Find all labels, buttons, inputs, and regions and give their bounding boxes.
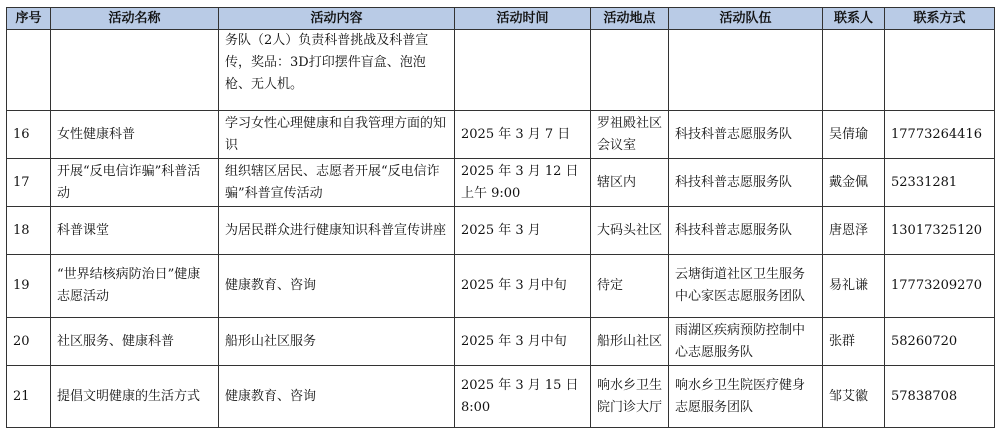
cell-team: 科技科普志愿服务队 xyxy=(669,111,823,159)
table-row xyxy=(7,318,995,366)
cell-time: 2025 年 3 月中旬 xyxy=(455,318,591,366)
table-header-row xyxy=(7,8,995,30)
cell-place: 罗祖殿社区会议室 xyxy=(591,111,669,159)
cell-place: 大码头社区 xyxy=(591,207,669,255)
cell-name: 开展“反电信诈骗”科普活动 xyxy=(51,159,219,207)
cell-no: 20 xyxy=(7,318,51,366)
header-activity-time: 活动时间 xyxy=(455,8,591,30)
cell-time: 2025 年 3 月中旬 xyxy=(455,255,591,318)
cell-no xyxy=(7,30,51,111)
cell-content: 务队（2人）负责科普挑战及科普宣传，奖品：3D打印摆件盲盒、泡泡枪、无人机。 xyxy=(219,30,455,111)
header-phone: 联系方式 xyxy=(885,8,995,30)
cell-contact: 吴倩瑜 xyxy=(823,111,885,159)
cell-phone: 17773264416 xyxy=(885,111,995,159)
header-activity-team: 活动队伍 xyxy=(669,8,823,30)
cell-time: 2025 年 3 月 xyxy=(455,207,591,255)
table-row xyxy=(7,111,995,159)
table-row xyxy=(7,255,995,318)
cell-name xyxy=(51,30,219,111)
cell-content: 组织辖区居民、志愿者开展“反电信诈骗”科普宣传活动 xyxy=(219,159,455,207)
table-row xyxy=(7,30,995,111)
cell-place: 待定 xyxy=(591,255,669,318)
cell-time: 2025 年 3 月 12 日上午 9:00 xyxy=(455,159,591,207)
header-activity-place: 活动地点 xyxy=(591,8,669,30)
cell-place: 辖区内 xyxy=(591,159,669,207)
cell-content: 健康教育、咨询 xyxy=(219,366,455,428)
cell-name: 提倡文明健康的生活方式 xyxy=(51,366,219,428)
cell-phone: 52331281 xyxy=(885,159,995,207)
cell-name: 科普课堂 xyxy=(51,207,219,255)
cell-place xyxy=(591,30,669,111)
cell-contact: 易礼谦 xyxy=(823,255,885,318)
cell-content: 健康教育、咨询 xyxy=(219,255,455,318)
table-row xyxy=(7,366,995,428)
cell-phone xyxy=(885,30,995,111)
cell-contact: 邹艾徽 xyxy=(823,366,885,428)
cell-team: 云塘街道社区卫生服务中心家医志愿服务团队 xyxy=(669,255,823,318)
header-activity-name: 活动名称 xyxy=(51,8,219,30)
cell-place: 响水乡卫生院门诊大厅 xyxy=(591,366,669,428)
header-activity-content: 活动内容 xyxy=(219,8,455,30)
cell-no: 16 xyxy=(7,111,51,159)
header-contact: 联系人 xyxy=(823,8,885,30)
cell-content: 学习女性心理健康和自我管理方面的知识 xyxy=(219,111,455,159)
cell-phone: 58260720 xyxy=(885,318,995,366)
cell-contact: 唐恩泽 xyxy=(823,207,885,255)
cell-name: “世界结核病防治日”健康志愿活动 xyxy=(51,255,219,318)
cell-name: 女性健康科普 xyxy=(51,111,219,159)
cell-no: 19 xyxy=(7,255,51,318)
cell-name: 社区服务、健康科普 xyxy=(51,318,219,366)
cell-team: 科技科普志愿服务队 xyxy=(669,159,823,207)
activity-table xyxy=(6,7,995,428)
cell-team: 科技科普志愿服务队 xyxy=(669,207,823,255)
cell-time: 2025 年 3 月 15 日 8:00 xyxy=(455,366,591,428)
cell-team xyxy=(669,30,823,111)
cell-content: 为居民群众进行健康知识科普宣传讲座 xyxy=(219,207,455,255)
cell-contact: 张群 xyxy=(823,318,885,366)
cell-phone: 13017325120 xyxy=(885,207,995,255)
table-row xyxy=(7,159,995,207)
cell-no: 17 xyxy=(7,159,51,207)
cell-place: 船形山社区 xyxy=(591,318,669,366)
cell-time: 2025 年 3 月 7 日 xyxy=(455,111,591,159)
cell-phone: 17773209270 xyxy=(885,255,995,318)
table-row xyxy=(7,207,995,255)
cell-time xyxy=(455,30,591,111)
cell-team: 雨湖区疾病预防控制中心志愿服务队 xyxy=(669,318,823,366)
cell-contact xyxy=(823,30,885,111)
cell-team: 响水乡卫生院医疗健身志愿服务团队 xyxy=(669,366,823,428)
cell-no: 18 xyxy=(7,207,51,255)
cell-contact: 戴金佩 xyxy=(823,159,885,207)
cell-content: 船形山社区服务 xyxy=(219,318,455,366)
cell-phone: 57838708 xyxy=(885,366,995,428)
cell-no: 21 xyxy=(7,366,51,428)
header-no: 序号 xyxy=(7,8,51,30)
